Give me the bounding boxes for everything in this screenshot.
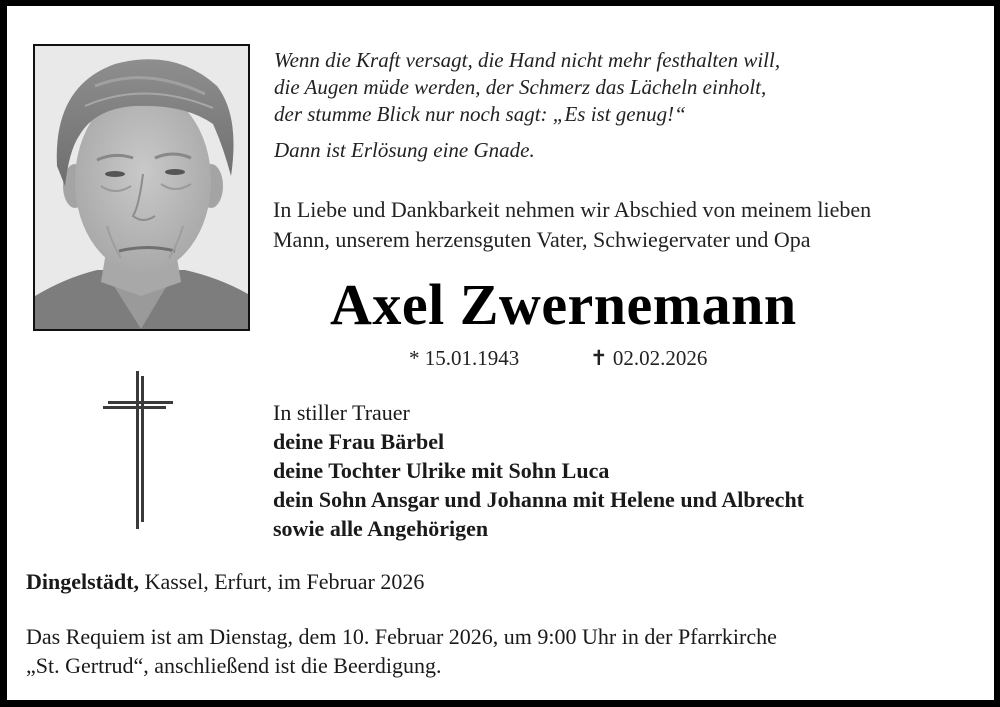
intro-line: In Liebe und Dankbarkeit nehmen wir Abschied von meinem lieben (273, 197, 872, 222)
portrait-image (35, 46, 248, 329)
farewell-intro (273, 195, 983, 255)
place-and-date (26, 568, 424, 596)
place-primary: Dingelstädt, (26, 569, 140, 594)
mourner-entry: sowie alle Angehörigen (273, 516, 489, 541)
poem-line: der stumme Blick nur noch sagt: „Es ist genug!“ (274, 102, 686, 126)
requiem-info (26, 622, 777, 680)
place-rest: Kassel, Erfurt, im Februar 2026 (139, 569, 425, 594)
birth-date: * 15.01.1943 (409, 346, 520, 370)
mourner-entry: deine Frau Bärbel (273, 429, 445, 454)
mourner-entry: deine Tochter Ulrike mit Sohn Luca (273, 458, 610, 483)
poem-verse (274, 47, 974, 164)
poem-line: die Augen müde werden, der Schmerz das Lächeln einholt, (274, 75, 767, 99)
poem-closing: Dann ist Erlösung eine Gnade. (274, 138, 535, 162)
mourners-heading: In stiller Trauer (273, 400, 410, 425)
mourners-list (273, 398, 804, 543)
mourner-entry: dein Sohn Ansgar und Johanna mit Helene und Albrecht (273, 487, 805, 512)
portrait-photo (33, 44, 250, 331)
requiem-line: „St. Gertrud“, anschließend ist die Beerdigung. (26, 653, 442, 678)
deceased-name: Axel Zwernemann (330, 272, 797, 337)
intro-line: Mann, unserem herzensguten Vater, Schwiegervater und Opa (273, 227, 811, 252)
latin-cross-icon (103, 369, 175, 529)
requiem-line: Das Requiem ist am Dienstag, dem 10. Februar 2026, um 9:00 Uhr in der Pfarrkirche (26, 624, 777, 649)
death-notice-card (7, 6, 994, 700)
death-date: ✝ 02.02.2026 (590, 346, 708, 370)
poem-line: Wenn die Kraft versagt, die Hand nicht mehr festhalten will, (274, 48, 781, 72)
